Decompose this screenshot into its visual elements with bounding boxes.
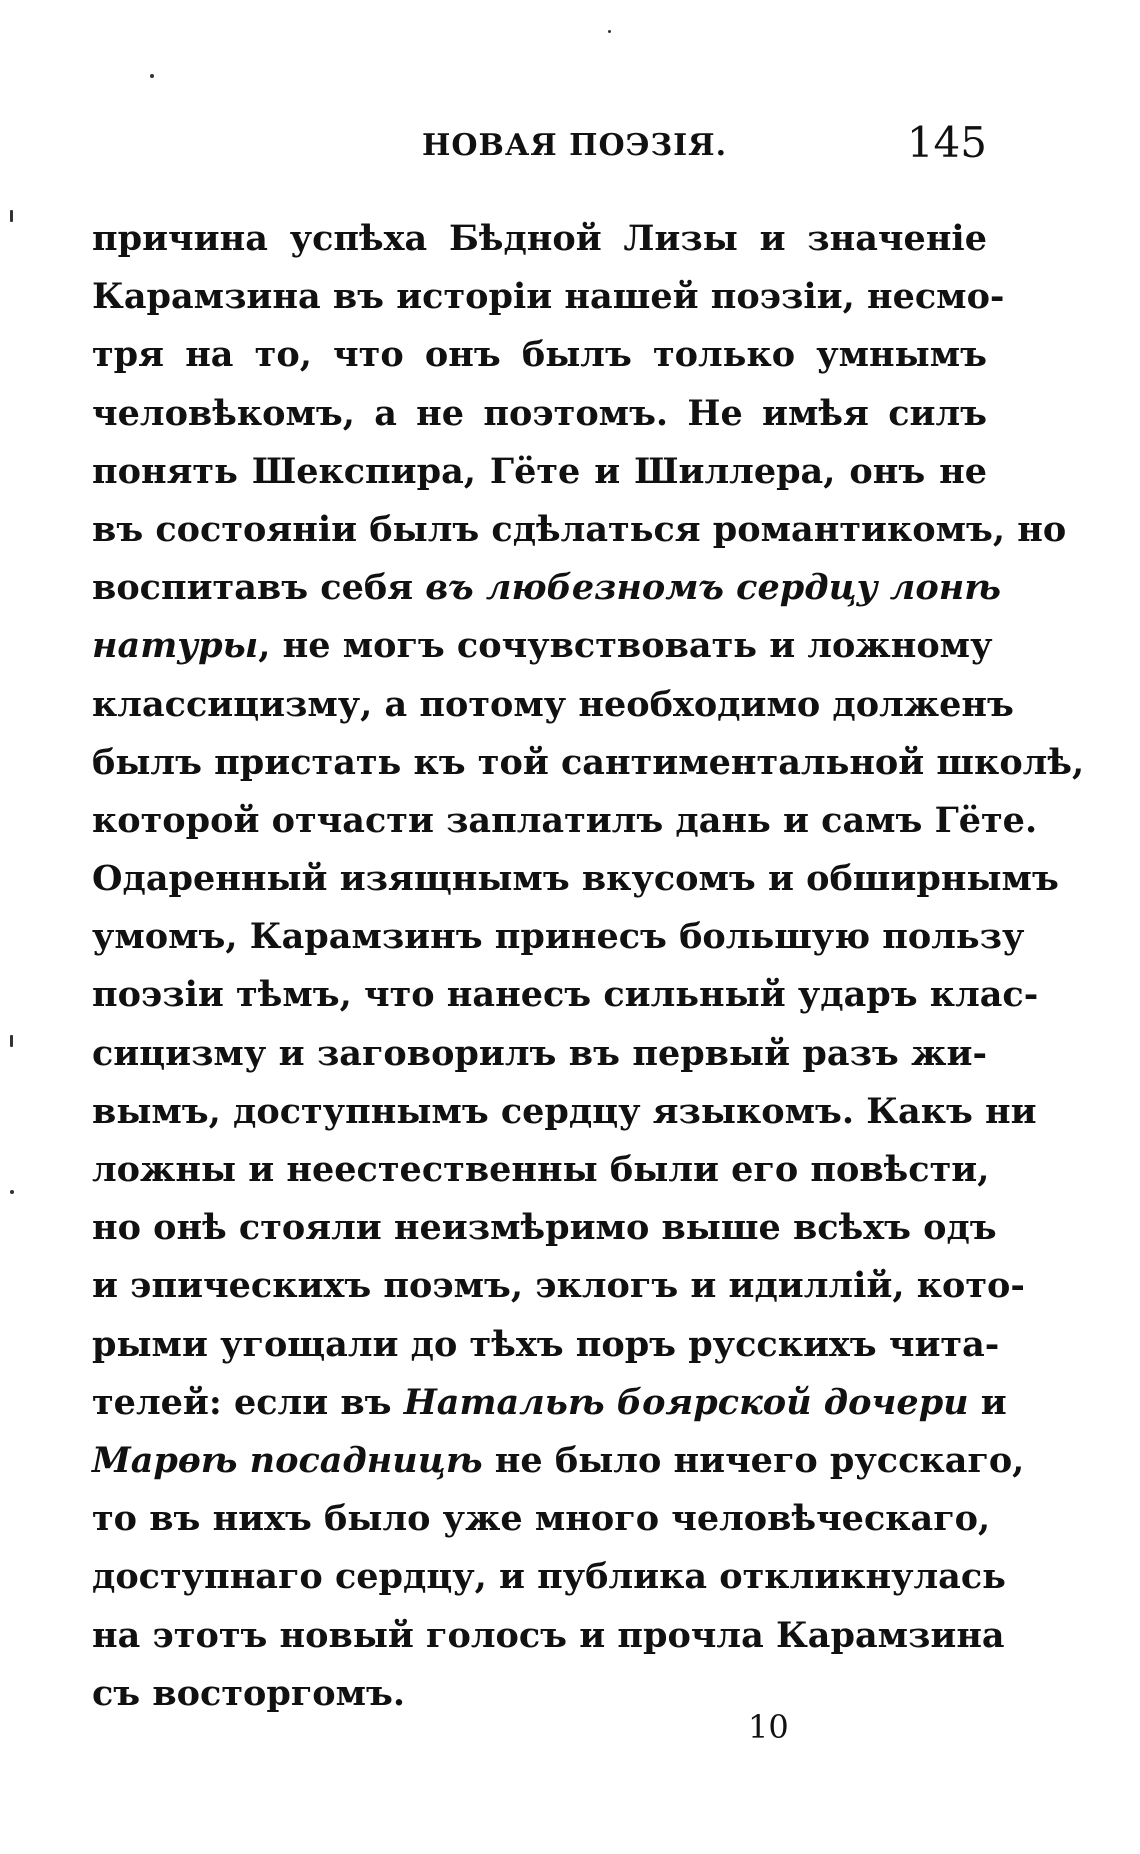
text-segment: которой отчасти заплатилъ дань и самъ Гёте.	[92, 799, 1038, 841]
text-line	[92, 443, 987, 501]
text-line	[92, 908, 1025, 966]
text-line	[92, 1316, 1000, 1374]
text-segment: телей: если въ	[92, 1381, 404, 1423]
text-line	[92, 1490, 991, 1548]
body-text	[92, 210, 1085, 1723]
italic-text: Натальѣ боярской дочери	[403, 1381, 969, 1423]
italic-text: Марѳѣ посадницѣ	[92, 1439, 483, 1481]
text-segment: то въ нихъ было уже много человѣческаго,	[92, 1498, 991, 1540]
text-line	[92, 1548, 1006, 1606]
text-line	[92, 268, 1005, 326]
text-segment: Карамзина въ исторіи нашей поэзіи, несмо-	[92, 276, 1005, 318]
signature-mark: 10	[748, 1708, 789, 1746]
text-line	[92, 792, 1038, 850]
running-title: НОВАЯ ПОЭЗІЯ.	[422, 128, 728, 163]
text-line	[92, 676, 1014, 734]
text-line	[92, 501, 1067, 559]
text-line	[92, 1083, 1037, 1141]
text-line	[92, 1432, 1025, 1490]
text-line	[92, 850, 1059, 908]
text-line	[92, 966, 1039, 1024]
text-segment: но онѣ стояли неизмѣримо выше всѣхъ одъ	[92, 1207, 997, 1249]
text-segment: съ восторгомъ.	[92, 1672, 406, 1714]
text-segment: тря на то, что онъ былъ только умнымъ	[92, 334, 987, 376]
text-line	[92, 385, 987, 443]
text-segment: сицизму и заговорилъ въ первый разъ жи-	[92, 1032, 987, 1074]
text-line	[92, 210, 987, 268]
text-segment: ложны и неестественны были его повѣсти,	[92, 1149, 990, 1190]
text-segment: поэзіи тѣмъ, что нанесъ сильный ударъ клас-	[92, 974, 1039, 1016]
text-line	[92, 617, 993, 675]
text-line	[92, 734, 1085, 792]
page-number: 145	[906, 118, 987, 167]
text-line	[92, 1374, 1007, 1432]
text-segment: воспитавъ себя	[92, 567, 426, 609]
text-segment: рыми угощали до тѣхъ поръ русскихъ чита-	[92, 1323, 1000, 1365]
scan-speck	[10, 1035, 13, 1047]
text-segment: не было ничего русскаго,	[482, 1439, 1025, 1481]
text-segment: причина успѣха Бѣдной Лизы и значеніе	[92, 218, 987, 259]
text-segment: и эпическихъ поэмъ, эклогъ и идиллій, кото-	[92, 1265, 1025, 1307]
text-segment: и	[968, 1381, 1007, 1423]
text-line	[92, 1257, 1025, 1315]
text-segment: понять Шекспира, Гёте и Шиллера, онъ не	[92, 450, 987, 492]
text-segment: на этотъ новый голосъ и прочла Карамзина	[92, 1614, 1005, 1656]
text-segment: Одаренный изящнымъ вкусомъ и обширнымъ	[92, 858, 1059, 900]
text-segment: человѣкомъ, а не поэтомъ. Не имѣя силъ	[92, 392, 987, 434]
italic-text: въ любезномъ сердцу лонѣ	[425, 567, 1002, 609]
scan-speck	[10, 1190, 14, 1194]
text-line	[92, 326, 987, 384]
text-segment: вымъ, доступнымъ сердцу языкомъ. Какъ ни	[92, 1090, 1037, 1132]
text-line	[92, 1607, 1005, 1665]
text-segment: въ состояніи былъ сдѣлаться романтикомъ, но	[92, 508, 1067, 550]
text-segment: классицизму, а потому необходимо долженъ	[92, 683, 1014, 725]
text-line	[92, 1141, 990, 1199]
text-segment: , не могъ сочувствовать и ложному	[258, 625, 993, 667]
scan-speck	[10, 210, 13, 222]
scan-speck	[150, 74, 154, 78]
page-header	[92, 118, 987, 178]
text-line	[92, 1025, 987, 1083]
text-segment: доступнаго сердцу, и публика откликнулась	[92, 1556, 1006, 1598]
italic-text: натуры	[92, 625, 259, 667]
text-line	[92, 559, 1002, 617]
text-line	[92, 1665, 987, 1723]
text-line	[92, 1199, 997, 1257]
text-segment: умомъ, Карамзинъ принесъ большую пользу	[92, 916, 1025, 958]
text-segment: былъ пристать къ той сантиментальной школѣ,	[92, 741, 1085, 783]
scan-speck	[608, 30, 611, 33]
